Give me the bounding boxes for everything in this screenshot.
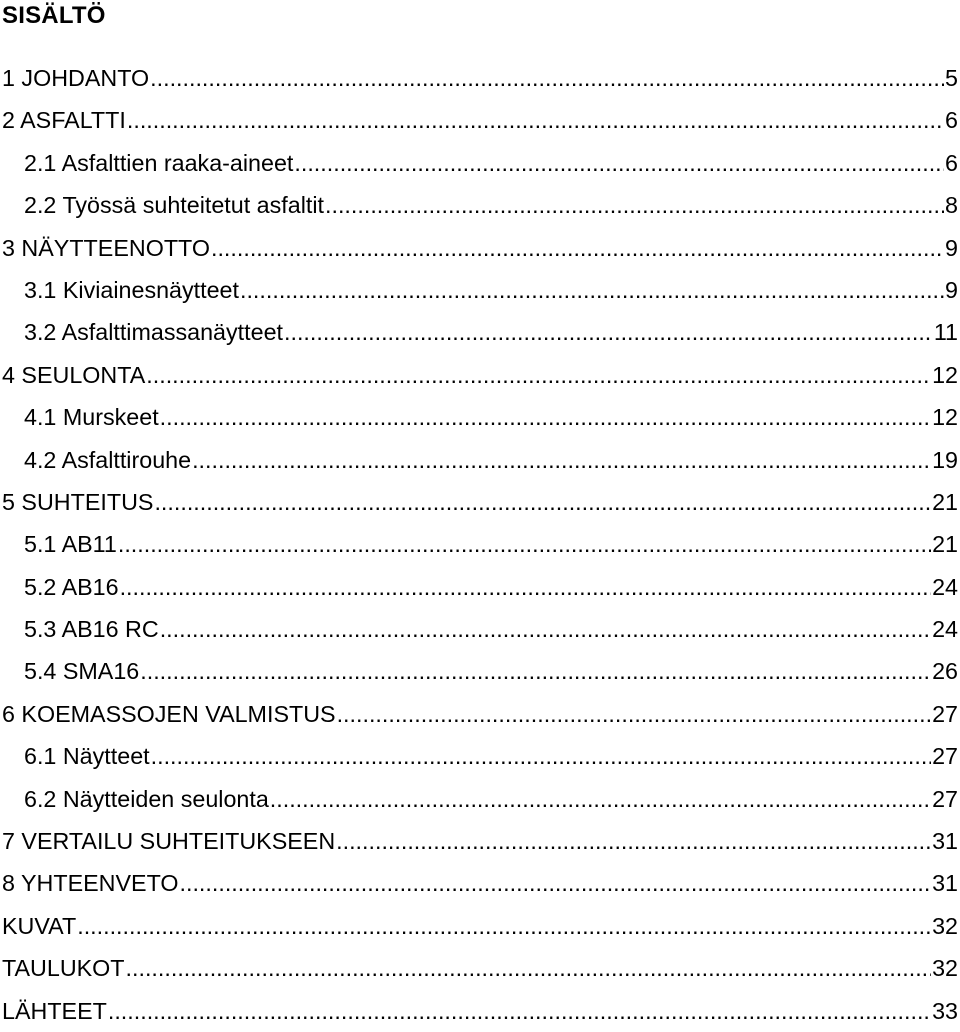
toc-dot-leader bbox=[240, 269, 944, 311]
toc-entry-label: 4.2 Asfalttirouhe bbox=[24, 446, 192, 473]
toc-entry[interactable] bbox=[0, 269, 958, 311]
toc-entry[interactable] bbox=[0, 947, 958, 989]
toc-entry[interactable] bbox=[0, 990, 958, 1032]
toc-entry[interactable] bbox=[0, 778, 958, 820]
toc-entry-page-number: 21 bbox=[932, 488, 958, 515]
toc-dot-leader bbox=[180, 862, 932, 904]
toc-dot-leader bbox=[336, 820, 931, 862]
toc-dot-leader bbox=[337, 693, 932, 735]
toc-dot-leader bbox=[211, 227, 944, 269]
toc-entry[interactable] bbox=[0, 142, 958, 184]
toc-list bbox=[0, 57, 958, 1032]
toc-entry-page-number: 6 bbox=[945, 149, 958, 176]
toc-dot-leader bbox=[325, 184, 944, 226]
toc-entry-label: 3 NÄYTTEENOTTO bbox=[2, 234, 210, 261]
toc-dot-leader bbox=[146, 354, 931, 396]
toc-dot-leader bbox=[151, 735, 931, 777]
toc-entry-label: 4.1 Murskeet bbox=[24, 404, 159, 431]
toc-entry-label: 6 KOEMASSOJEN VALMISTUS bbox=[2, 700, 336, 727]
toc-entry-page-number: 27 bbox=[932, 743, 958, 770]
toc-entry-page-number: 24 bbox=[932, 616, 958, 643]
toc-dot-leader bbox=[160, 608, 931, 650]
toc-dot-leader bbox=[270, 778, 931, 820]
toc-entry-label: 8 YHTEENVETO bbox=[2, 870, 179, 897]
toc-dot-leader bbox=[154, 481, 931, 523]
toc-entry[interactable] bbox=[0, 820, 958, 862]
toc-entry[interactable] bbox=[0, 99, 958, 141]
toc-entry-page-number: 33 bbox=[932, 997, 958, 1024]
toc-entry-page-number: 31 bbox=[932, 828, 958, 855]
toc-entry[interactable] bbox=[0, 396, 958, 438]
toc-entry[interactable] bbox=[0, 650, 958, 692]
toc-entry-label: 2 ASFALTTI bbox=[2, 107, 126, 134]
toc-entry-page-number: 12 bbox=[932, 404, 958, 431]
toc-entry[interactable] bbox=[0, 481, 958, 523]
toc-entry-label: 7 VERTAILU SUHTEITUKSEEN bbox=[2, 828, 336, 855]
toc-dot-leader bbox=[284, 311, 933, 353]
toc-entry[interactable] bbox=[0, 311, 958, 353]
toc-dot-leader bbox=[77, 905, 931, 947]
toc-entry[interactable] bbox=[0, 862, 958, 904]
toc-entry-page-number: 27 bbox=[932, 785, 958, 812]
toc-entry-page-number: 24 bbox=[932, 573, 958, 600]
toc-dot-leader bbox=[126, 947, 932, 989]
toc-entry-label: 5.2 AB16 bbox=[24, 573, 119, 600]
toc-entry-page-number: 21 bbox=[932, 531, 958, 558]
toc-entry-label: 5.3 AB16 RC bbox=[24, 616, 159, 643]
toc-entry-page-number: 11 bbox=[933, 319, 958, 346]
toc-entry[interactable] bbox=[0, 57, 958, 99]
toc-entry[interactable] bbox=[0, 905, 958, 947]
toc-entry[interactable] bbox=[0, 608, 958, 650]
toc-entry-page-number: 32 bbox=[932, 912, 958, 939]
toc-entry-page-number: 26 bbox=[932, 658, 958, 685]
toc-entry-page-number: 9 bbox=[945, 276, 958, 303]
toc-dot-leader bbox=[192, 439, 931, 481]
toc-entry[interactable] bbox=[0, 523, 958, 565]
toc-dot-leader bbox=[140, 650, 931, 692]
toc-entry-label: 3.1 Kiviainesnäytteet bbox=[24, 276, 239, 303]
toc-entry-page-number: 9 bbox=[945, 234, 958, 261]
toc-entry-label: 6.1 Näytteet bbox=[24, 743, 150, 770]
toc-entry-label: 2.1 Asfalttien raaka-aineet bbox=[24, 149, 294, 176]
toc-dot-leader bbox=[127, 99, 944, 141]
toc-entry-label: TAULUKOT bbox=[2, 955, 125, 982]
toc-entry-label: KUVAT bbox=[2, 912, 77, 939]
toc-entry[interactable] bbox=[0, 184, 958, 226]
toc-entry-page-number: 12 bbox=[932, 361, 958, 388]
toc-entry-page-number: 19 bbox=[932, 446, 958, 473]
toc-entry[interactable] bbox=[0, 227, 958, 269]
toc-entry-label: 5 SUHTEITUS bbox=[2, 488, 154, 515]
toc-entry-page-number: 8 bbox=[945, 192, 958, 219]
toc-entry-label: 1 JOHDANTO bbox=[2, 65, 150, 91]
toc-entry-page-number: 32 bbox=[932, 955, 958, 982]
toc-dot-leader bbox=[120, 566, 932, 608]
toc-dot-leader bbox=[108, 990, 931, 1032]
toc-dot-leader bbox=[160, 396, 931, 438]
toc-entry-page-number: 27 bbox=[932, 700, 958, 727]
toc-dot-leader bbox=[118, 523, 931, 565]
toc-entry[interactable] bbox=[0, 439, 958, 481]
toc-heading: SISÄLTÖ bbox=[2, 2, 106, 29]
toc-entry[interactable] bbox=[0, 693, 958, 735]
toc-entry-label: 6.2 Näytteiden seulonta bbox=[24, 785, 269, 812]
toc-entry-page-number: 5 bbox=[945, 65, 958, 91]
toc-dot-leader bbox=[150, 57, 944, 99]
toc-entry-label: 4 SEULONTA bbox=[2, 361, 146, 388]
toc-entry[interactable] bbox=[0, 735, 958, 777]
toc-entry-label: 5.1 AB11 bbox=[24, 531, 117, 558]
toc-entry-label: 2.2 Työssä suhteitetut asfaltit bbox=[24, 192, 325, 219]
toc-dot-leader bbox=[294, 142, 944, 184]
toc-entry-label: LÄHTEET bbox=[2, 997, 107, 1024]
toc-entry[interactable] bbox=[0, 354, 958, 396]
toc-entry-page-number: 31 bbox=[932, 870, 958, 897]
toc-entry-label: 3.2 Asfalttimassanäytteet bbox=[24, 319, 283, 346]
toc-entry-page-number: 6 bbox=[945, 107, 958, 134]
toc-entry-label: 5.4 SMA16 bbox=[24, 658, 140, 685]
toc-entry[interactable] bbox=[0, 566, 958, 608]
